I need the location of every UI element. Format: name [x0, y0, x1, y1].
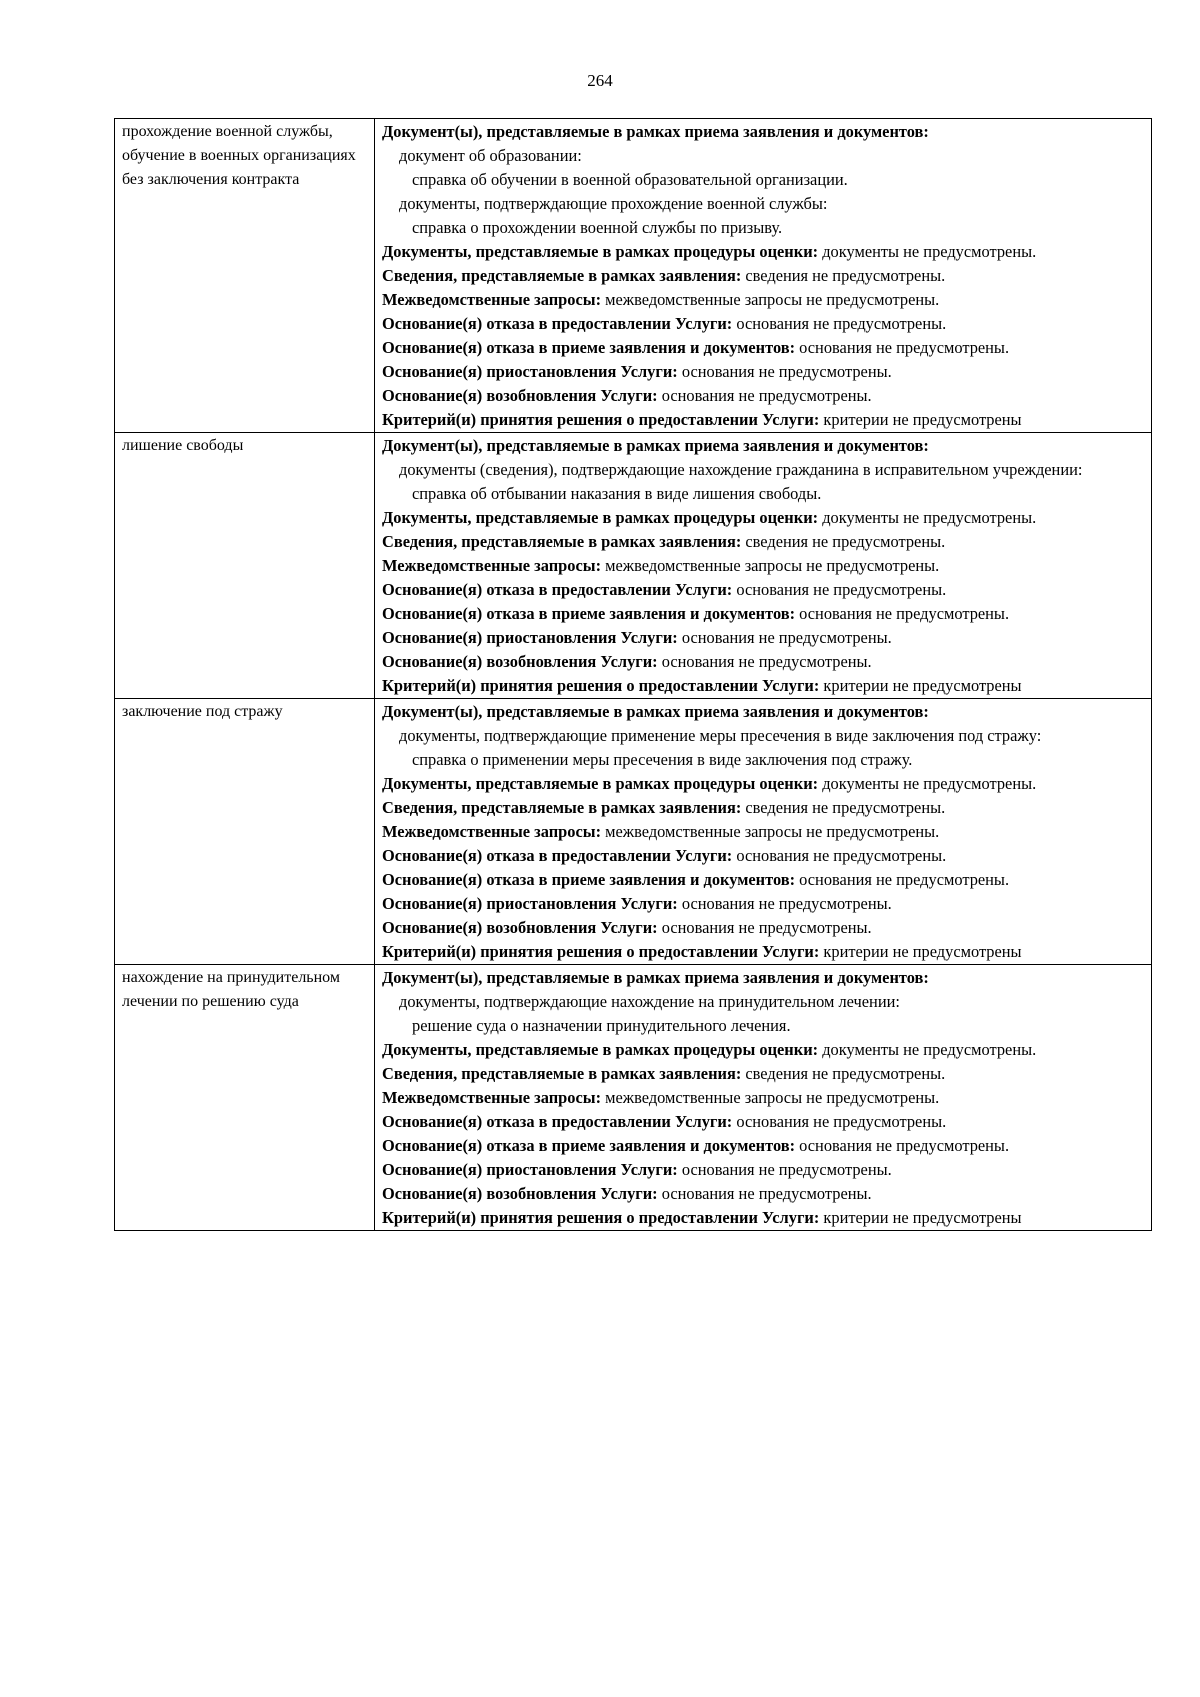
- row-category: заключение под стражу: [115, 699, 375, 965]
- field-value: основания не предусмотрены.: [799, 870, 1010, 889]
- field-label: Основание(я) отказа в предоставлении Услуги:: [382, 580, 733, 599]
- field-label: Основание(я) приостановления Услуги:: [382, 628, 678, 647]
- field-label: Основание(я) отказа в предоставлении Услуги:: [382, 846, 733, 865]
- field-label: Основание(я) возобновления Услуги:: [382, 918, 658, 937]
- field-line: [382, 384, 1143, 408]
- field-line: [382, 264, 1143, 288]
- field-line: [382, 506, 1143, 530]
- service-criteria-table: [114, 118, 1152, 1231]
- field-value: основания не предусмотрены.: [799, 338, 1010, 357]
- field-value: основания не предусмотрены.: [799, 1136, 1010, 1155]
- field-label: Сведения, представляемые в рамках заявления:: [382, 1064, 742, 1083]
- field-line: [382, 1110, 1143, 1134]
- documents-heading: Документ(ы), представляемые в рамках приема заявления и документов:: [382, 702, 929, 721]
- row-details: [375, 119, 1152, 433]
- field-value: межведомственные запросы не предусмотрены.: [605, 556, 940, 575]
- document-group-title: документы (сведения), подтверждающие нахождение гражданина в исправительном учреждении:: [399, 460, 1083, 479]
- field-value: сведения не предусмотрены.: [745, 266, 946, 285]
- field-line: [382, 1206, 1143, 1230]
- field-line: [382, 820, 1143, 844]
- field-line: [382, 530, 1143, 554]
- document-item: справка о прохождении военной службы по призыву.: [412, 218, 783, 237]
- documents-heading: Документ(ы), представляемые в рамках приема заявления и документов:: [382, 122, 929, 141]
- field-value: документы не предусмотрены.: [822, 242, 1037, 261]
- field-label: Критерий(и) принятия решения о предоставлении Услуги:: [382, 676, 820, 695]
- field-label: Основание(я) отказа в предоставлении Услуги:: [382, 1112, 733, 1131]
- field-line: [382, 844, 1143, 868]
- documents-heading: Документ(ы), представляемые в рамках приема заявления и документов:: [382, 968, 929, 987]
- page-number: 264: [587, 71, 613, 90]
- row-details: [375, 433, 1152, 699]
- field-label: Основание(я) отказа в приеме заявления и документов:: [382, 604, 796, 623]
- field-line: [382, 1038, 1143, 1062]
- row-category: прохождение военной службы, обучение в военных организациях без заключения контракта: [115, 119, 375, 433]
- field-label: Документы, представляемые в рамках процедуры оценки:: [382, 242, 819, 261]
- document-group-title: документы, подтверждающие нахождение на принудительном лечении:: [399, 992, 900, 1011]
- field-line: [382, 1062, 1143, 1086]
- field-line: [382, 288, 1143, 312]
- field-line: [382, 626, 1143, 650]
- field-value: основания не предусмотрены.: [799, 604, 1010, 623]
- field-value: основания не предусмотрены.: [736, 1112, 947, 1131]
- field-line: [382, 674, 1143, 698]
- field-label: Основание(я) отказа в приеме заявления и документов:: [382, 870, 796, 889]
- field-value: критерии не предусмотрены: [823, 410, 1022, 429]
- field-label: Основание(я) отказа в приеме заявления и документов:: [382, 1136, 796, 1155]
- document-group-title: документы, подтверждающие применение меры пресечения в виде заключения под стражу:: [399, 726, 1042, 745]
- row-details: [375, 699, 1152, 965]
- document-item: справка о применении меры пресечения в виде заключения под стражу.: [412, 750, 913, 769]
- field-line: [382, 796, 1143, 820]
- field-value: основания не предусмотрены.: [661, 386, 872, 405]
- row-category: нахождение на принудительном лечении по решению суда: [115, 965, 375, 1231]
- field-label: Основание(я) приостановления Услуги:: [382, 894, 678, 913]
- field-line: [382, 1086, 1143, 1110]
- table-row: [115, 119, 1152, 433]
- field-label: Основание(я) возобновления Услуги:: [382, 652, 658, 671]
- field-value: критерии не предусмотрены: [823, 1208, 1022, 1227]
- field-line: [382, 240, 1143, 264]
- table-row: [115, 965, 1152, 1231]
- field-label: Документы, представляемые в рамках процедуры оценки:: [382, 1040, 819, 1059]
- field-label: Критерий(и) принятия решения о предоставлении Услуги:: [382, 1208, 820, 1227]
- field-line: [382, 772, 1143, 796]
- field-line: [382, 650, 1143, 674]
- field-value: критерии не предусмотрены: [823, 942, 1022, 961]
- field-label: Межведомственные запросы:: [382, 290, 602, 309]
- field-label: Критерий(и) принятия решения о предоставлении Услуги:: [382, 410, 820, 429]
- field-line: [382, 892, 1143, 916]
- field-label: Документы, представляемые в рамках процедуры оценки:: [382, 508, 819, 527]
- field-line: [382, 554, 1143, 578]
- table-row: [115, 699, 1152, 965]
- field-line: [382, 916, 1143, 940]
- field-label: Основание(я) отказа в приеме заявления и документов:: [382, 338, 796, 357]
- field-value: сведения не предусмотрены.: [745, 1064, 946, 1083]
- field-value: критерии не предусмотрены: [823, 676, 1022, 695]
- field-label: Основание(я) приостановления Услуги:: [382, 362, 678, 381]
- field-label: Основание(я) возобновления Услуги:: [382, 386, 658, 405]
- row-category: лишение свободы: [115, 433, 375, 699]
- field-line: [382, 940, 1143, 964]
- field-line: [382, 1158, 1143, 1182]
- field-value: основания не предусмотрены.: [681, 1160, 892, 1179]
- field-label: Межведомственные запросы:: [382, 1088, 602, 1107]
- field-value: документы не предусмотрены.: [822, 1040, 1037, 1059]
- field-label: Сведения, представляемые в рамках заявления:: [382, 266, 742, 285]
- field-line: [382, 336, 1143, 360]
- field-value: основания не предусмотрены.: [736, 846, 947, 865]
- field-value: основания не предусмотрены.: [736, 580, 947, 599]
- field-label: Документы, представляемые в рамках процедуры оценки:: [382, 774, 819, 793]
- field-value: сведения не предусмотрены.: [745, 532, 946, 551]
- field-value: межведомственные запросы не предусмотрены.: [605, 290, 940, 309]
- field-label: Основание(я) приостановления Услуги:: [382, 1160, 678, 1179]
- table-body: [115, 119, 1152, 1231]
- field-value: основания не предусмотрены.: [681, 362, 892, 381]
- field-line: [382, 578, 1143, 602]
- field-label: Сведения, представляемые в рамках заявления:: [382, 532, 742, 551]
- field-value: основания не предусмотрены.: [681, 894, 892, 913]
- field-value: основания не предусмотрены.: [681, 628, 892, 647]
- document-item: справка об отбывании наказания в виде лишения свободы.: [412, 484, 822, 503]
- field-value: основания не предусмотрены.: [661, 652, 872, 671]
- field-line: [382, 1182, 1143, 1206]
- field-value: основания не предусмотрены.: [661, 1184, 872, 1203]
- field-line: [382, 312, 1143, 336]
- field-value: документы не предусмотрены.: [822, 774, 1037, 793]
- document-item: справка об обучении в военной образовательной организации.: [412, 170, 848, 189]
- field-label: Критерий(и) принятия решения о предоставлении Услуги:: [382, 942, 820, 961]
- field-label: Сведения, представляемые в рамках заявления:: [382, 798, 742, 817]
- field-line: [382, 868, 1143, 892]
- field-value: основания не предусмотрены.: [661, 918, 872, 937]
- table-row: [115, 433, 1152, 699]
- field-value: основания не предусмотрены.: [736, 314, 947, 333]
- document-group-title: документы, подтверждающие прохождение военной службы:: [399, 194, 828, 213]
- field-line: [382, 602, 1143, 626]
- field-value: межведомственные запросы не предусмотрены.: [605, 1088, 940, 1107]
- field-label: Межведомственные запросы:: [382, 822, 602, 841]
- field-line: [382, 360, 1143, 384]
- field-value: документы не предусмотрены.: [822, 508, 1037, 527]
- row-details: [375, 965, 1152, 1231]
- field-value: межведомственные запросы не предусмотрены.: [605, 822, 940, 841]
- field-label: Межведомственные запросы:: [382, 556, 602, 575]
- field-line: [382, 408, 1143, 432]
- field-value: сведения не предусмотрены.: [745, 798, 946, 817]
- field-label: Основание(я) возобновления Услуги:: [382, 1184, 658, 1203]
- field-label: Основание(я) отказа в предоставлении Услуги:: [382, 314, 733, 333]
- document-item: решение суда о назначении принудительного лечения.: [412, 1016, 791, 1035]
- field-line: [382, 1134, 1143, 1158]
- documents-heading: Документ(ы), представляемые в рамках приема заявления и документов:: [382, 436, 929, 455]
- document-group-title: документ об образовании:: [399, 146, 582, 165]
